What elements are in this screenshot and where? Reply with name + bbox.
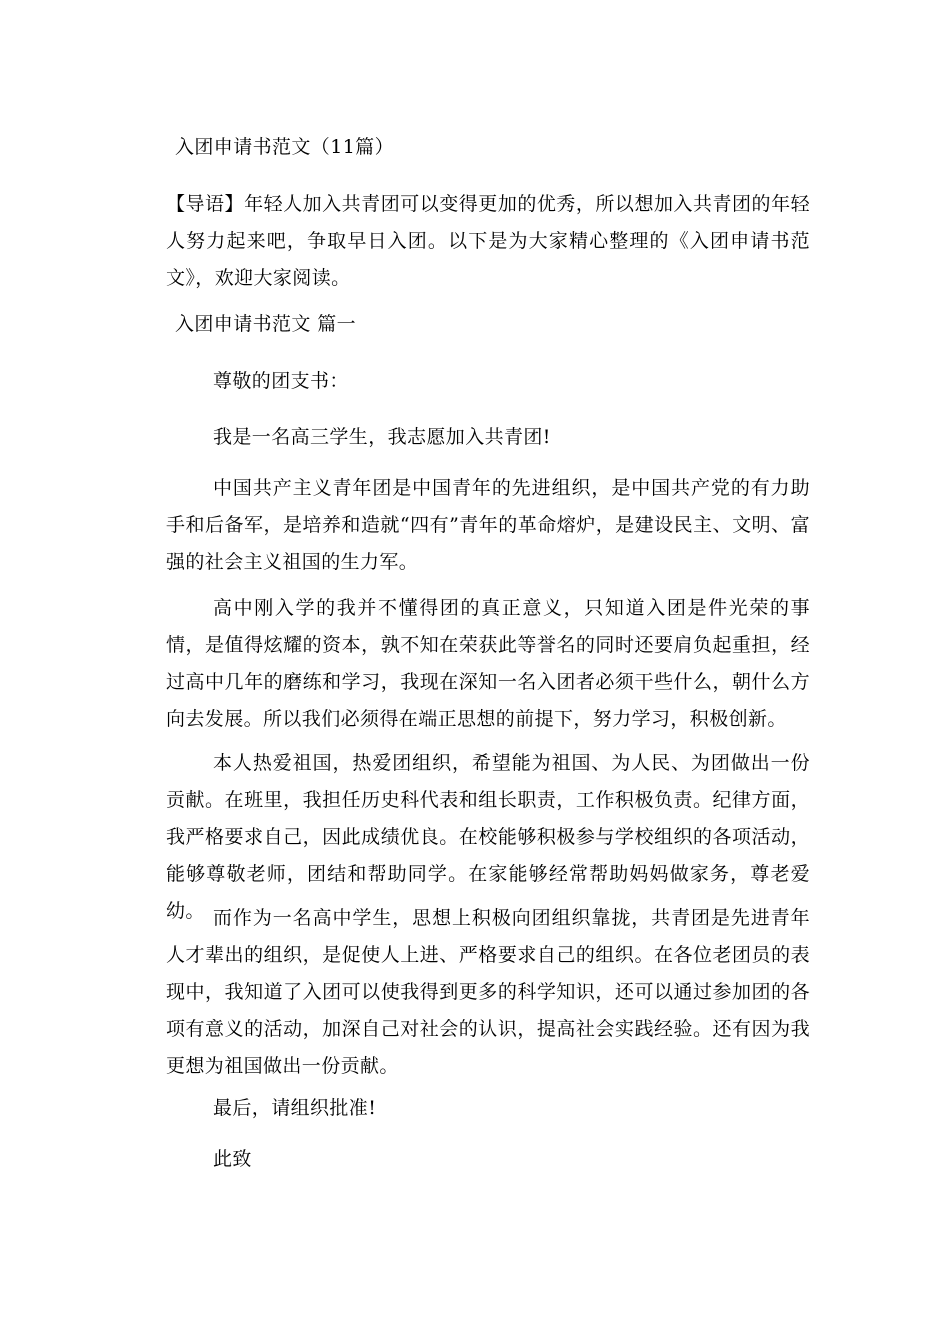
body-paragraph-2: 中国共产主义青年团是中国青年的先进组织，是中国共产党的有力助手和后备军，是培养和造就“四有”青年的革命熔炉，是建设民主、文明、富强的社会主义祖国的生力军。 bbox=[166, 477, 810, 573]
body-paragraph-5: 而作为一名高中学生，思想上积极向团组织靠拢，共青团是先进青年人才辈出的组织，是促使人上进、严格要求自己的组织。在各位老团员的表现中，我知道了入团可以使我得到更多的科学知识，还可以通过参加团的各项有意义的活动，加深自己对社会的认识，提高社会实践经验。还有因为我更想为祖国做出一份贡献。 bbox=[166, 907, 810, 1077]
intro-paragraph: 【导语】年轻人加入共青团可以变得更加的优秀，所以想加入共青团的年轻人努力起来吧，争取早日入团。以下是为大家精心整理的《入团申请书范文》，欢迎大家阅读。 bbox=[166, 193, 810, 289]
body-paragraph-1: 我是一名高三学生，我志愿加入共青团! bbox=[213, 426, 551, 448]
body-paragraph-7: 此致 bbox=[213, 1148, 252, 1170]
body-paragraph-3: 高中刚入学的我并不懂得团的真正意义，只知道入团是件光荣的事情，是值得炫耀的资本，孰不知在荣获此等誉名的同时还要肩负起重担，经过高中几年的磨练和学习，我现在深知一名入团者必须干些什么，朝什么方向去发展。所以我们必须得在端正思想的前提下，努力学习，积极创新。 bbox=[166, 597, 810, 730]
section-heading: 入团申请书范文 篇一 bbox=[175, 313, 357, 335]
body-paragraph-6: 最后，请组织批准! bbox=[213, 1097, 377, 1119]
document-title: 入团申请书范文（11篇） bbox=[175, 136, 394, 158]
body-paragraph-4: 本人热爱祖国，热爱团组织，希望能为祖国、为人民、为团做出一份贡献。在班里，我担任历史科代表和组长职责，工作积极负责。纪律方面，我严格要求自己，因此成绩优良。在校能够积极参与学校组织的各项活动，能够尊敬老师，团结和帮助同学。在家能够经常帮助妈妈做家务，尊老爱幼。 bbox=[166, 752, 810, 922]
salutation: 尊敬的团支书： bbox=[213, 370, 349, 392]
